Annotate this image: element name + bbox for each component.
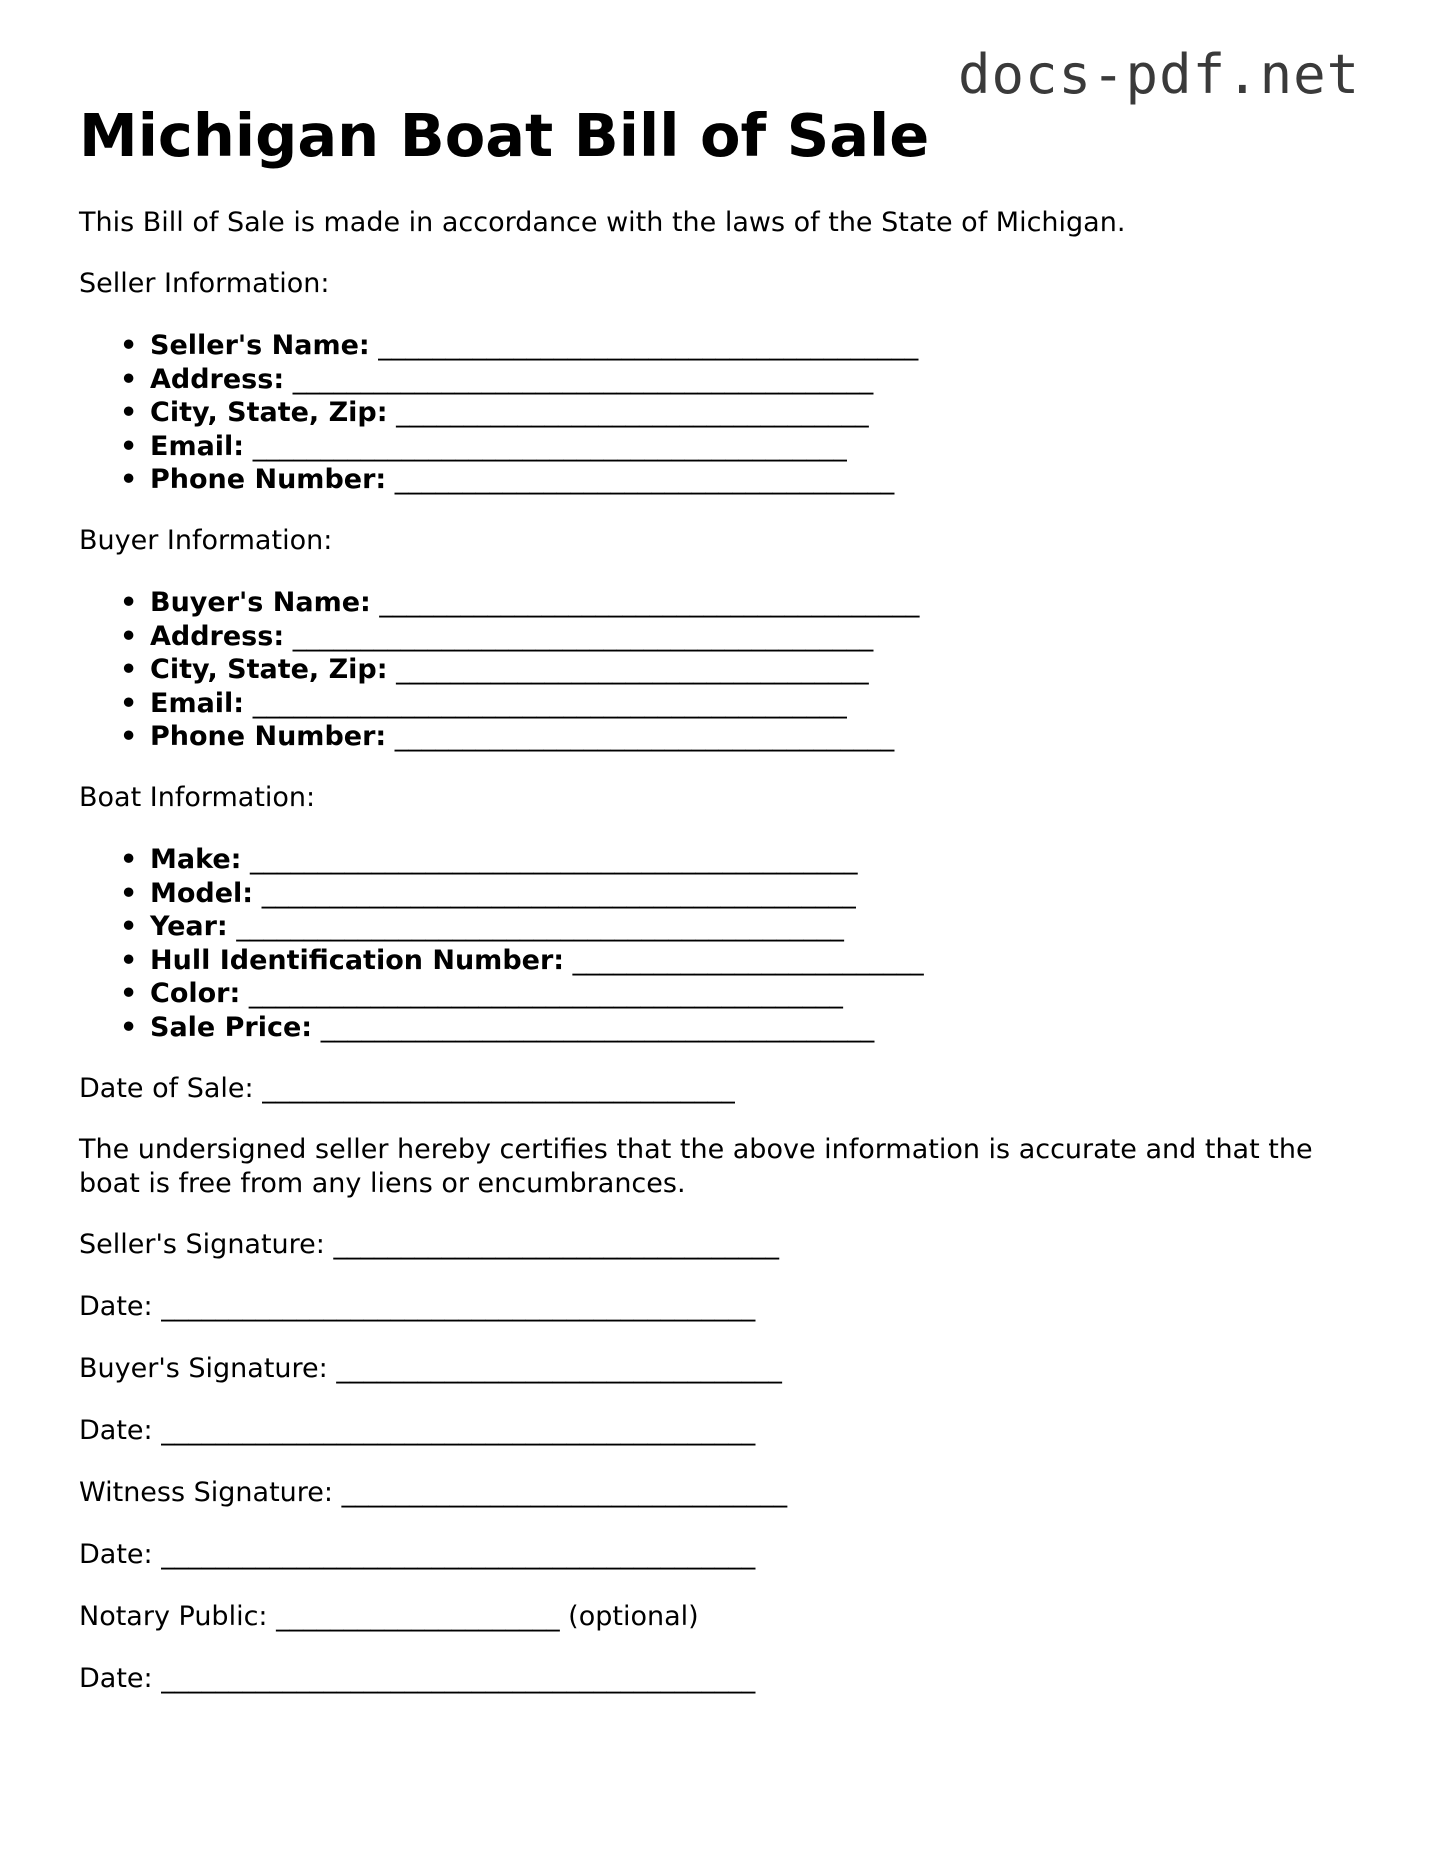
bullet-icon: •	[120, 654, 138, 686]
boat-hin-field[interactable]: __________________________	[572, 944, 924, 976]
list-item	[79, 910, 924, 944]
seller-heading: Seller Information:	[79, 268, 330, 299]
boat-year-label: Year:	[150, 911, 228, 943]
bullet-icon: •	[120, 687, 138, 719]
boat-fields-list	[79, 843, 924, 1045]
bullet-icon: •	[120, 978, 138, 1010]
bullet-icon: •	[120, 844, 138, 875]
seller-address-field[interactable]: ___________________________________________	[292, 363, 874, 395]
list-item	[79, 877, 924, 911]
notary-date-line[interactable]: Date: ____________________________________________	[79, 1663, 756, 1694]
buyer-heading: Buyer Information:	[79, 525, 333, 556]
bullet-icon: •	[120, 397, 138, 429]
buyer-phone-field[interactable]: _____________________________________	[394, 721, 895, 753]
seller-name-field[interactable]: ________________________________________	[378, 330, 919, 361]
boat-price-label: Sale Price:	[150, 1011, 313, 1043]
list-item	[79, 944, 924, 978]
list-item	[79, 463, 918, 497]
seller-address-label: Address:	[150, 363, 285, 395]
bullet-icon: •	[120, 330, 138, 361]
list-item	[79, 396, 918, 430]
boat-model-label: Model:	[150, 877, 254, 909]
bullet-icon: •	[120, 877, 138, 909]
watermark: docs-pdf.net	[958, 43, 1361, 106]
boat-model-field[interactable]: ____________________________________________	[261, 877, 856, 909]
buyer-email-field[interactable]: ____________________________________________	[252, 687, 847, 719]
buyer-address-label: Address:	[150, 620, 285, 652]
witness-date-line[interactable]: Date: ____________________________________________	[79, 1539, 756, 1570]
list-item	[79, 1011, 924, 1045]
seller-city-field[interactable]: ___________________________________	[396, 397, 869, 429]
buyer-address-field[interactable]: ___________________________________________	[292, 620, 874, 652]
bullet-icon: •	[120, 911, 138, 943]
bullet-icon: •	[120, 721, 138, 753]
seller-email-label: Email:	[150, 430, 245, 462]
intro-text: This Bill of Sale is made in accordance with the laws of the State of Michigan.	[79, 207, 1126, 238]
list-item	[79, 687, 919, 721]
buyer-phone-label: Phone Number:	[150, 721, 387, 753]
list-item	[79, 720, 919, 754]
buyer-name-field[interactable]: ________________________________________	[379, 587, 920, 618]
boat-color-field[interactable]: ____________________________________________	[248, 978, 843, 1010]
list-item	[79, 977, 924, 1011]
seller-fields-list	[79, 329, 918, 497]
bullet-icon: •	[120, 430, 138, 462]
list-item	[79, 843, 924, 877]
seller-phone-field[interactable]: _____________________________________	[394, 464, 895, 496]
seller-date-line[interactable]: Date: ____________________________________________	[79, 1291, 756, 1322]
witness-signature-line[interactable]: Witness Signature: _________________________________	[79, 1477, 788, 1508]
list-item	[79, 329, 918, 363]
seller-name-label: Seller's Name:	[150, 330, 370, 361]
buyer-email-label: Email:	[150, 687, 245, 719]
bullet-icon: •	[120, 363, 138, 395]
bullet-icon: •	[120, 620, 138, 652]
list-item	[79, 363, 918, 397]
boat-make-label: Make:	[150, 844, 242, 875]
bullet-icon: •	[120, 587, 138, 618]
bullet-icon: •	[120, 464, 138, 496]
buyer-fields-list	[79, 586, 919, 754]
boat-color-label: Color:	[150, 978, 241, 1010]
seller-phone-label: Phone Number:	[150, 464, 387, 496]
seller-city-label: City, State, Zip:	[150, 397, 388, 429]
buyer-city-label: City, State, Zip:	[150, 654, 388, 686]
bullet-icon: •	[120, 944, 138, 976]
list-item	[79, 430, 918, 464]
document-title: Michigan Boat Bill of Sale	[79, 101, 930, 170]
boat-year-field[interactable]: _____________________________________________	[236, 911, 844, 943]
certification-text: The undersigned seller hereby certifies that the above information is accurate and that the boat is free from any liens or encumbrances.	[79, 1134, 1313, 1199]
boat-heading: Boat Information:	[79, 782, 316, 813]
list-item	[79, 620, 919, 654]
boat-price-field[interactable]: _________________________________________	[320, 1011, 875, 1043]
buyer-city-field[interactable]: ___________________________________	[396, 654, 869, 686]
boat-make-field[interactable]: _____________________________________________	[250, 844, 858, 875]
bullet-icon: •	[120, 1011, 138, 1043]
buyer-name-label: Buyer's Name:	[150, 587, 371, 618]
boat-hin-label: Hull Identification Number:	[150, 944, 565, 976]
buyer-date-line[interactable]: Date: ____________________________________________	[79, 1415, 756, 1446]
list-item	[79, 586, 919, 620]
notary-public-line[interactable]: Notary Public: _____________________ (optional)	[79, 1601, 699, 1632]
seller-signature-line[interactable]: Seller's Signature: _________________________________	[79, 1229, 779, 1260]
buyer-signature-line[interactable]: Buyer's Signature: _________________________________	[79, 1353, 782, 1384]
date-of-sale-line[interactable]: Date of Sale: ___________________________________	[79, 1073, 735, 1104]
seller-email-field[interactable]: ____________________________________________	[252, 430, 847, 462]
list-item	[79, 653, 919, 687]
